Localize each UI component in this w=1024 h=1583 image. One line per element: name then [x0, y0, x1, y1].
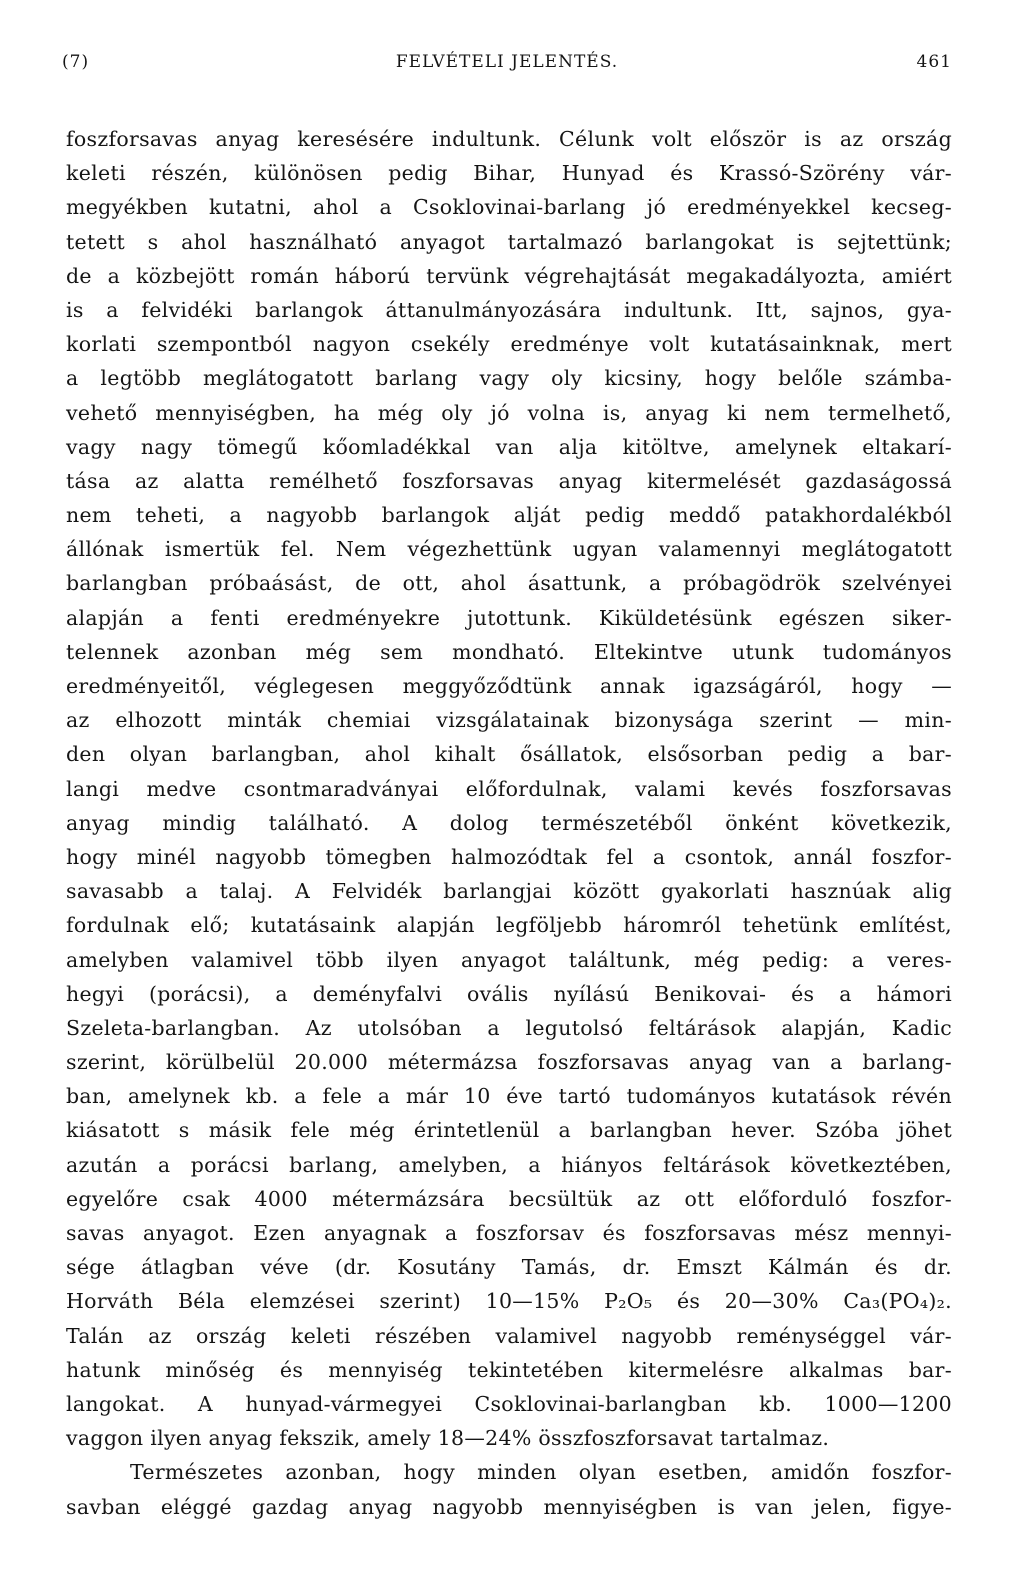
page-section-number: (7) [62, 52, 90, 72]
text-line: foszforsavas anyag keresésére indultunk. Célunk volt először is az ország [66, 127, 952, 151]
text-line: hegyi (porácsi), a deményfalvi ovális nyílású Benikovai- és a hámori [66, 981, 952, 1006]
text-line: vagy nagy tömegű kőomladékkal van alja kitöltve, amelynek eltakarí- [66, 434, 952, 459]
running-title: FELVÉTELI JELENTÉS. [395, 52, 619, 72]
text-line: telennek azonban még sem mondható. Eltekintve utunk tudományos [66, 639, 952, 664]
text-line: sége átlagban véve (dr. Kosutány Tamás, dr. Emszt Kálmán és dr. [66, 1255, 952, 1280]
text-line: Szeleta-barlangban. Az utolsóban a legutolsó feltárások alapján, Kadic [66, 1015, 952, 1040]
text-line: az elhozott minták chemiai vizsgálatainak bizonysága szerint — min- [66, 708, 952, 733]
text-line: Talán az ország keleti részében valamivel nagyobb reménységgel vár- [66, 1323, 952, 1348]
text-line: egyelőre csak 4000 métermázsára becsültük az ott előforduló foszfor- [66, 1186, 952, 1211]
text-line: savas anyagot. Ezen anyagnak a foszforsav és foszforsavas mész mennyi- [66, 1221, 952, 1245]
text-line: vehető mennyiségben, ha még oly jó volna is, anyag ki nem termelhető, [66, 400, 952, 425]
text-line: a legtöbb meglátogatott barlang vagy oly kicsiny, hogy belőle számba- [66, 366, 952, 391]
text-line: den olyan barlangban, ahol kihalt ősállatok, elsősorban pedig a bar- [66, 742, 952, 767]
text-line: nem teheti, a nagyobb barlangok alját pedig meddő patakhordalékból [66, 503, 952, 528]
text-line: anyag mindig található. A dolog természetéből önként következik, [66, 810, 952, 835]
text-line: hatunk minőség és mennyiség tekintetében kitermelésre alkalmas bar- [66, 1357, 952, 1382]
text-line: azután a porácsi barlang, amelyben, a hiányos feltárások következtében, [66, 1152, 952, 1177]
text-line: savban eléggé gazdag anyag nagyobb mennyiségben is van jelen, figye- [66, 1494, 952, 1519]
text-line: keleti részén, különösen pedig Bihar, Hunyad és Krassó-Szörény vár- [66, 161, 952, 186]
text-line: langokat. A hunyad-vármegyei Csoklovinai-barlangban kb. 1000—1200 [66, 1391, 952, 1416]
text-line: savasabb a talaj. A Felvidék barlangjai között gyakorlati hasznúak alig [66, 879, 952, 904]
text-line: alapján a fenti eredményekre jutottunk. Kiküldetésünk egészen siker- [66, 605, 952, 630]
body-text [66, 122, 952, 1524]
text-line: állónak ismertük fel. Nem végezhettünk ugyan valamennyi meglátogatott [66, 537, 952, 562]
text-line: tása az alatta remélhető foszforsavas anyag kitermelését gazdaságossá [66, 468, 952, 493]
text-line: korlati szempontból nagyon csekély eredménye volt kutatásainknak, mert [66, 332, 952, 357]
text-line: barlangban próbaásást, de ott, ahol ásattunk, a próbagödrök szelvényei [66, 571, 952, 596]
text-line: kiásatott s másik fele még érintetlenül a barlangban hever. Szóba jöhet [66, 1118, 952, 1143]
text-line: megyékben kutatni, ahol a Csoklovinai-barlang jó eredményekkel kecseg- [66, 195, 952, 220]
text-line: szerint, körülbelül 20.000 métermázsa foszforsavas anyag van a barlang- [66, 1050, 952, 1075]
text-line: fordulnak elő; kutatásaink alapján legföljebb háromról tehetünk említést, [66, 913, 952, 938]
text-line: de a közbejött román háború tervünk végrehajtását megakadályozta, amiért [66, 263, 952, 288]
text-line: langi medve csontmaradványai előfordulnak, valami kevés foszforsavas [66, 776, 952, 801]
text-line: vaggon ilyen anyag fekszik, amely 18—24% összfoszforsavat tartalmaz. [66, 1426, 830, 1451]
text-line: hogy minél nagyobb tömegben halmozódtak fel a csontok, annál foszfor- [66, 844, 952, 869]
text-line: ban, amelynek kb. a fele a már 10 éve tartó tudományos kutatások révén [66, 1084, 952, 1109]
text-line: eredményeitől, véglegesen meggyőződtünk annak igazságáról, hogy — [66, 674, 952, 698]
text-line: amelyben valamivel több ilyen anyagot találtunk, még pedig: a veres- [66, 947, 952, 972]
text-line: is a felvidéki barlangok áttanulmányozására indultunk. Itt, sajnos, gya- [66, 297, 952, 322]
text-line: tetett s ahol használható anyagot tartalmazó barlangokat is sejtettünk; [66, 229, 952, 254]
text-line: Horváth Béla elemzései szerint) 10—15% P₂O₅ és 20—30% Ca₃(PO₄)₂. [66, 1289, 952, 1314]
page-number: 461 [916, 52, 952, 72]
running-header [62, 52, 952, 76]
text-line: Természetes azonban, hogy minden olyan esetben, amidőn foszfor- [130, 1460, 952, 1485]
